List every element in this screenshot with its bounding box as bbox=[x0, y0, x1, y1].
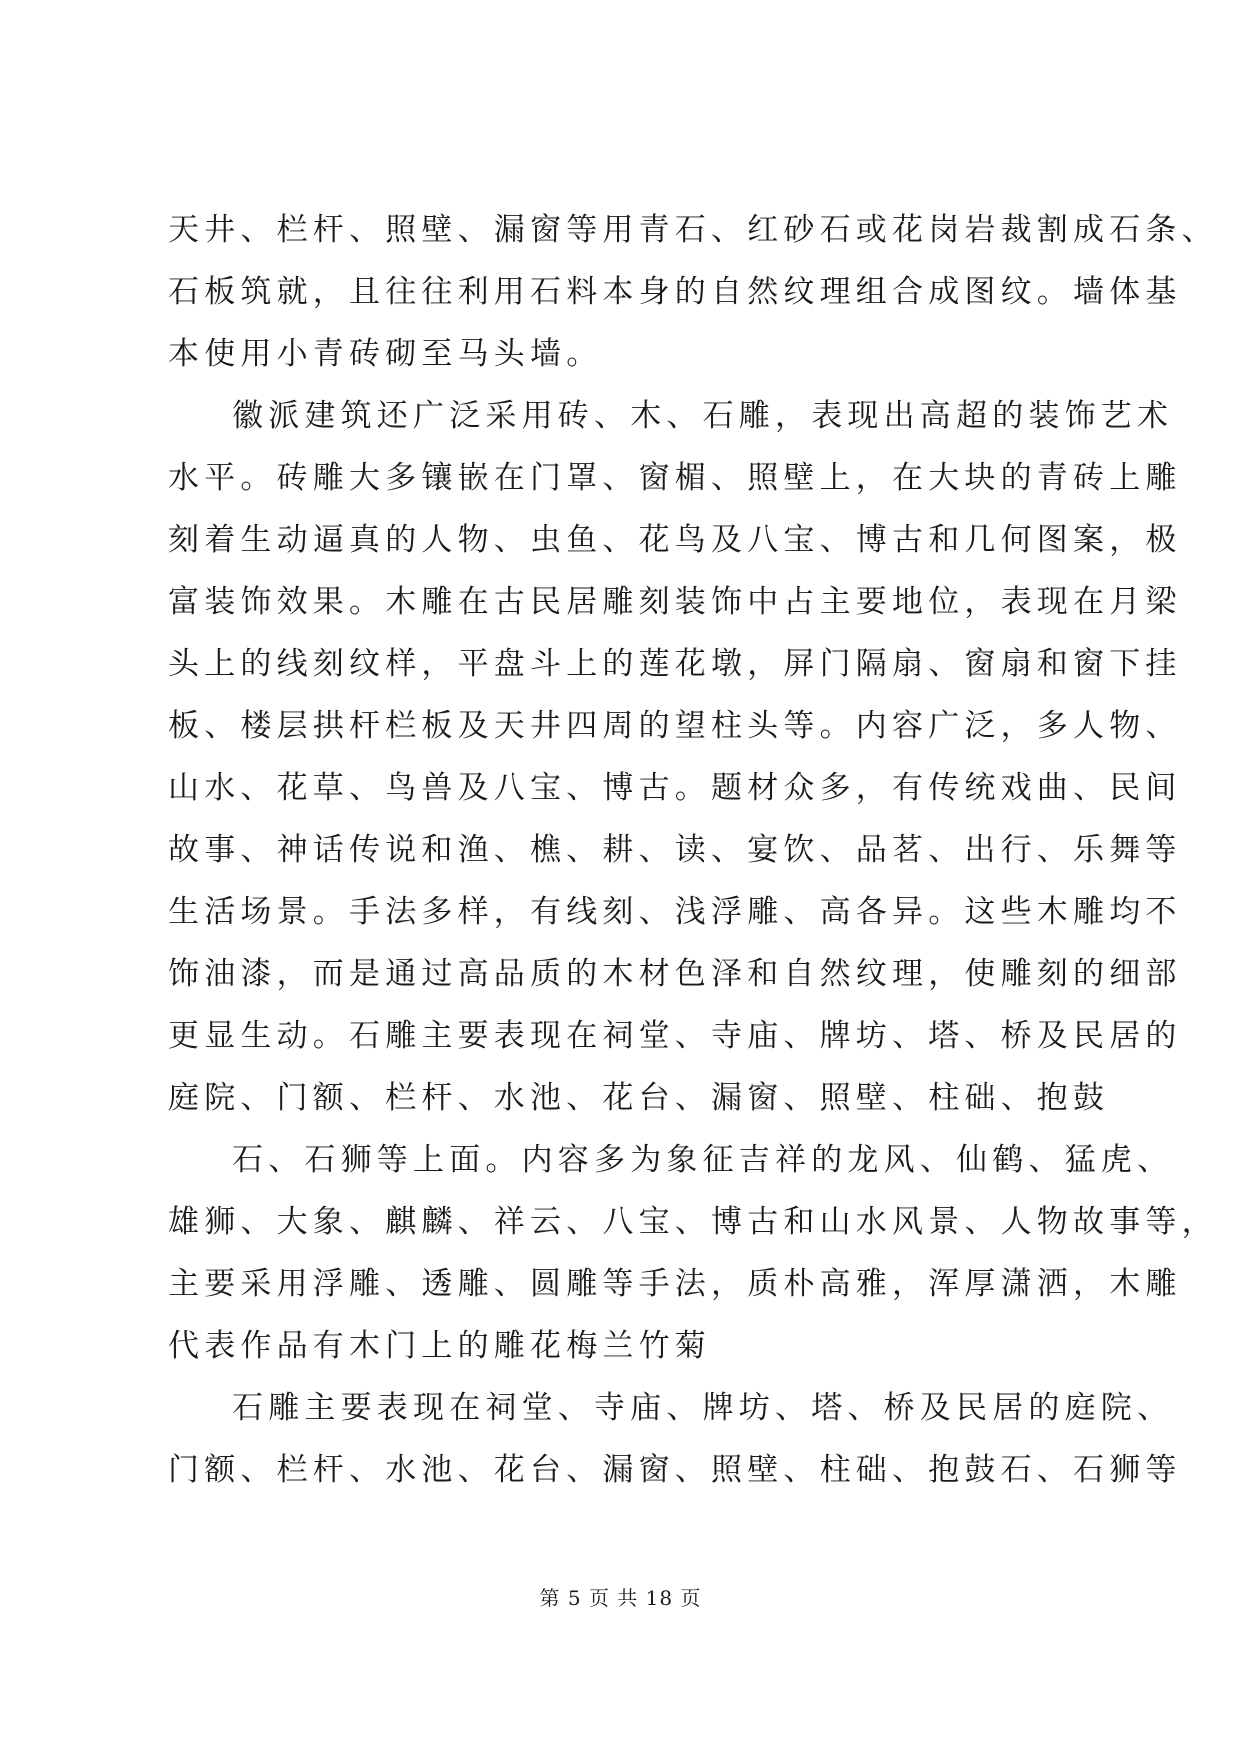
page-number-footer: 第 5 页 共 18 页 bbox=[539, 1586, 702, 1610]
text-line: 故事、神话传说和渔、樵、耕、读、宴饮、品茗、出行、乐舞等 bbox=[168, 832, 1182, 868]
text-line: 代表作品有木门上的雕花梅兰竹菊 bbox=[168, 1328, 711, 1364]
text-line: 天井、栏杆、照壁、漏窗等用青石、红砂石或花岗岩裁割成石条、 bbox=[168, 212, 1218, 248]
text-line: 板、楼层拱杆栏板及天井四周的望柱头等。内容广泛，多人物、 bbox=[168, 708, 1182, 744]
text-line: 头上的线刻纹样，平盘斗上的莲花墩，屏门隔扇、窗扇和窗下挂 bbox=[168, 646, 1182, 682]
text-line: 门额、栏杆、水池、花台、漏窗、照壁、柱础、抱鼓石、石狮等 bbox=[168, 1452, 1182, 1488]
text-line: 饰油漆，而是通过高品质的木材色泽和自然纹理，使雕刻的细部 bbox=[168, 956, 1182, 992]
text-line: 生活场景。手法多样，有线刻、浅浮雕、高各异。这些木雕均不 bbox=[168, 894, 1182, 930]
text-line: 山水、花草、鸟兽及八宝、博古。题材众多，有传统戏曲、民间 bbox=[168, 770, 1182, 806]
text-line: 石雕主要表现在祠堂、寺庙、牌坊、塔、桥及民居的庭院、 bbox=[232, 1390, 1174, 1426]
text-line: 庭院、门额、栏杆、水池、花台、漏窗、照壁、柱础、抱鼓 bbox=[168, 1080, 1110, 1116]
text-line: 水平。砖雕大多镶嵌在门罩、窗楣、照壁上，在大块的青砖上雕 bbox=[168, 460, 1182, 496]
text-line: 刻着生动逼真的人物、虫鱼、花鸟及八宝、博古和几何图案，极 bbox=[168, 522, 1182, 558]
text-line: 本使用小青砖砌至马头墙。 bbox=[168, 336, 603, 372]
text-line: 主要采用浮雕、透雕、圆雕等手法，质朴高雅，浑厚潇洒，木雕 bbox=[168, 1266, 1182, 1302]
text-line: 雄狮、大象、麒麟、祥云、八宝、博古和山水风景、人物故事等， bbox=[168, 1204, 1218, 1240]
text-line: 石板筑就，且往往利用石料本身的自然纹理组合成图纹。墙体基 bbox=[168, 274, 1182, 310]
text-line: 徽派建筑还广泛采用砖、木、石雕，表现出高超的装饰艺术 bbox=[232, 398, 1174, 434]
text-line: 富装饰效果。木雕在古民居雕刻装饰中占主要地位，表现在月梁 bbox=[168, 584, 1182, 620]
body-text bbox=[168, 199, 1218, 1501]
text-line: 更显生动。石雕主要表现在祠堂、寺庙、牌坊、塔、桥及民居的 bbox=[168, 1018, 1182, 1054]
text-line: 石、石狮等上面。内容多为象征吉祥的龙风、仙鹤、猛虎、 bbox=[232, 1142, 1174, 1178]
